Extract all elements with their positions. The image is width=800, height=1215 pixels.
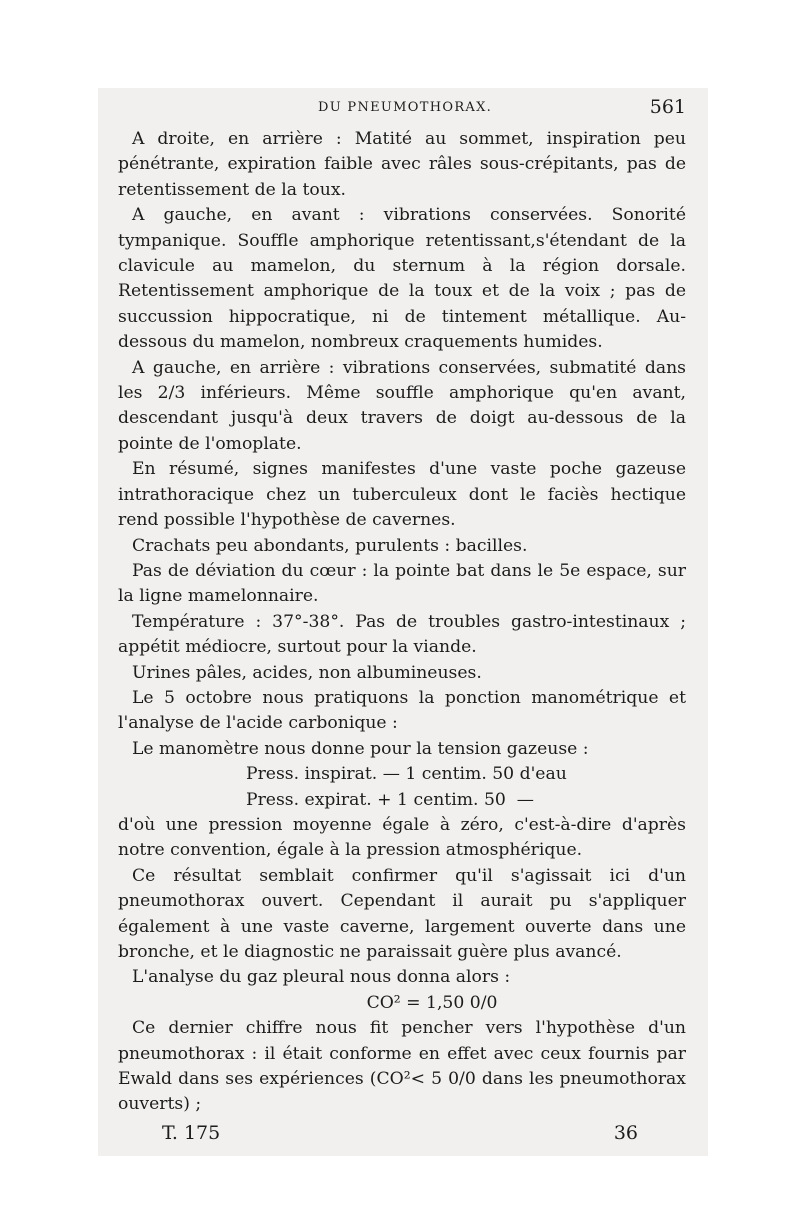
paragraph-temperature: Température : 37°-38°. Pas de troubles gastro-intestinaux ; appétit médiocre, surtout pour la viande. (118, 611, 686, 658)
page-header (118, 98, 686, 124)
co2-value: CO² = 1,50 0/0 (366, 992, 498, 1013)
running-title: DU PNEUMOTHORAX. (318, 100, 493, 115)
paragraph-result: Ce résultat semblait confirmer qu'il s'agissait ici d'un pneumothorax ouvert. Cependant il aurait pu s'appliquer également à une vaste caverne, largement ouverte dans une bronche, et le diagnostic ne paraissait guère plus avancé. (118, 865, 686, 962)
paragraph-heart: Pas de déviation du cœur : la pointe bat dans le 5e espace, sur la ligne mamelonnaire. (118, 560, 686, 607)
paragraph-left-anterior: A gauche, en avant : vibrations conservées. Sonorité tympanique. Souffle amphorique retentissant,s'étendant de la clavicule au mamelon, du sternum à la région dorsale. Retentissement amphorique de la toux et de la voix ; pas de succussion hippocratique, ni de tintement métallique. Au-dessous du mamelon, nombreux craquements humides. (118, 205, 686, 353)
paragraph-summary: En résumé, signes manifestes d'une vaste poche gazeuse intrathoracique chez un tuberculeux dont le faciès hectique rend possible l'hypothèse de cavernes. (118, 459, 686, 531)
signature-mark: T. 175 (162, 1122, 221, 1144)
paragraph-final: Ce dernier chiffre nous fit pencher vers l'hypothèse d'un pneumothorax : il était conforme en effet avec ceux fournis par Ewald dans ses expériences (CO²< 5 0/0 dans les pneumothorax ouverts) ; (118, 1018, 686, 1115)
paragraph-right-posterior: A droite, en arrière : Matité au sommet, inspiration peu pénétrante, expiration faible avec râles sous-crépitants, pas de retentissement de la toux. (118, 129, 686, 200)
pressure-expiration: Press. expirat. + 1 centim. 50 — (246, 789, 534, 810)
pressure-inspiration: Press. inspirat. — 1 centim. 50 d'eau (246, 764, 567, 785)
paragraph-manometer: Le manomètre nous donne pour la tension gazeuse : (132, 738, 589, 759)
paragraph-mean-pressure: d'où une pression moyenne égale à zéro, c'est-à-dire d'après notre convention, égale à la pression atmosphérique. (118, 814, 686, 861)
signature-number: 36 (613, 1122, 638, 1144)
paragraph-sputum: Crachats peu abondants, purulents : bacilles. (132, 535, 528, 556)
paragraph-left-posterior: A gauche, en arrière : vibrations conservées, submatité dans les 2/3 inférieurs. Même souffle amphorique qu'en avant, descendant jusqu'à deux travers de doigt au-dessous de la pointe de l'omoplate. (118, 357, 686, 454)
paragraph-gas-analysis: L'analyse du gaz pleural nous donna alors : (132, 967, 511, 988)
paragraph-urine: Urines pâles, acides, non albumineuses. (132, 662, 482, 683)
page-number: 561 (649, 96, 686, 118)
page-body (118, 127, 686, 1118)
page-footer (118, 1122, 686, 1148)
paragraph-puncture: Le 5 octobre nous pratiquons la ponction manométrique et l'analyse de l'acide carbonique : (118, 687, 686, 734)
